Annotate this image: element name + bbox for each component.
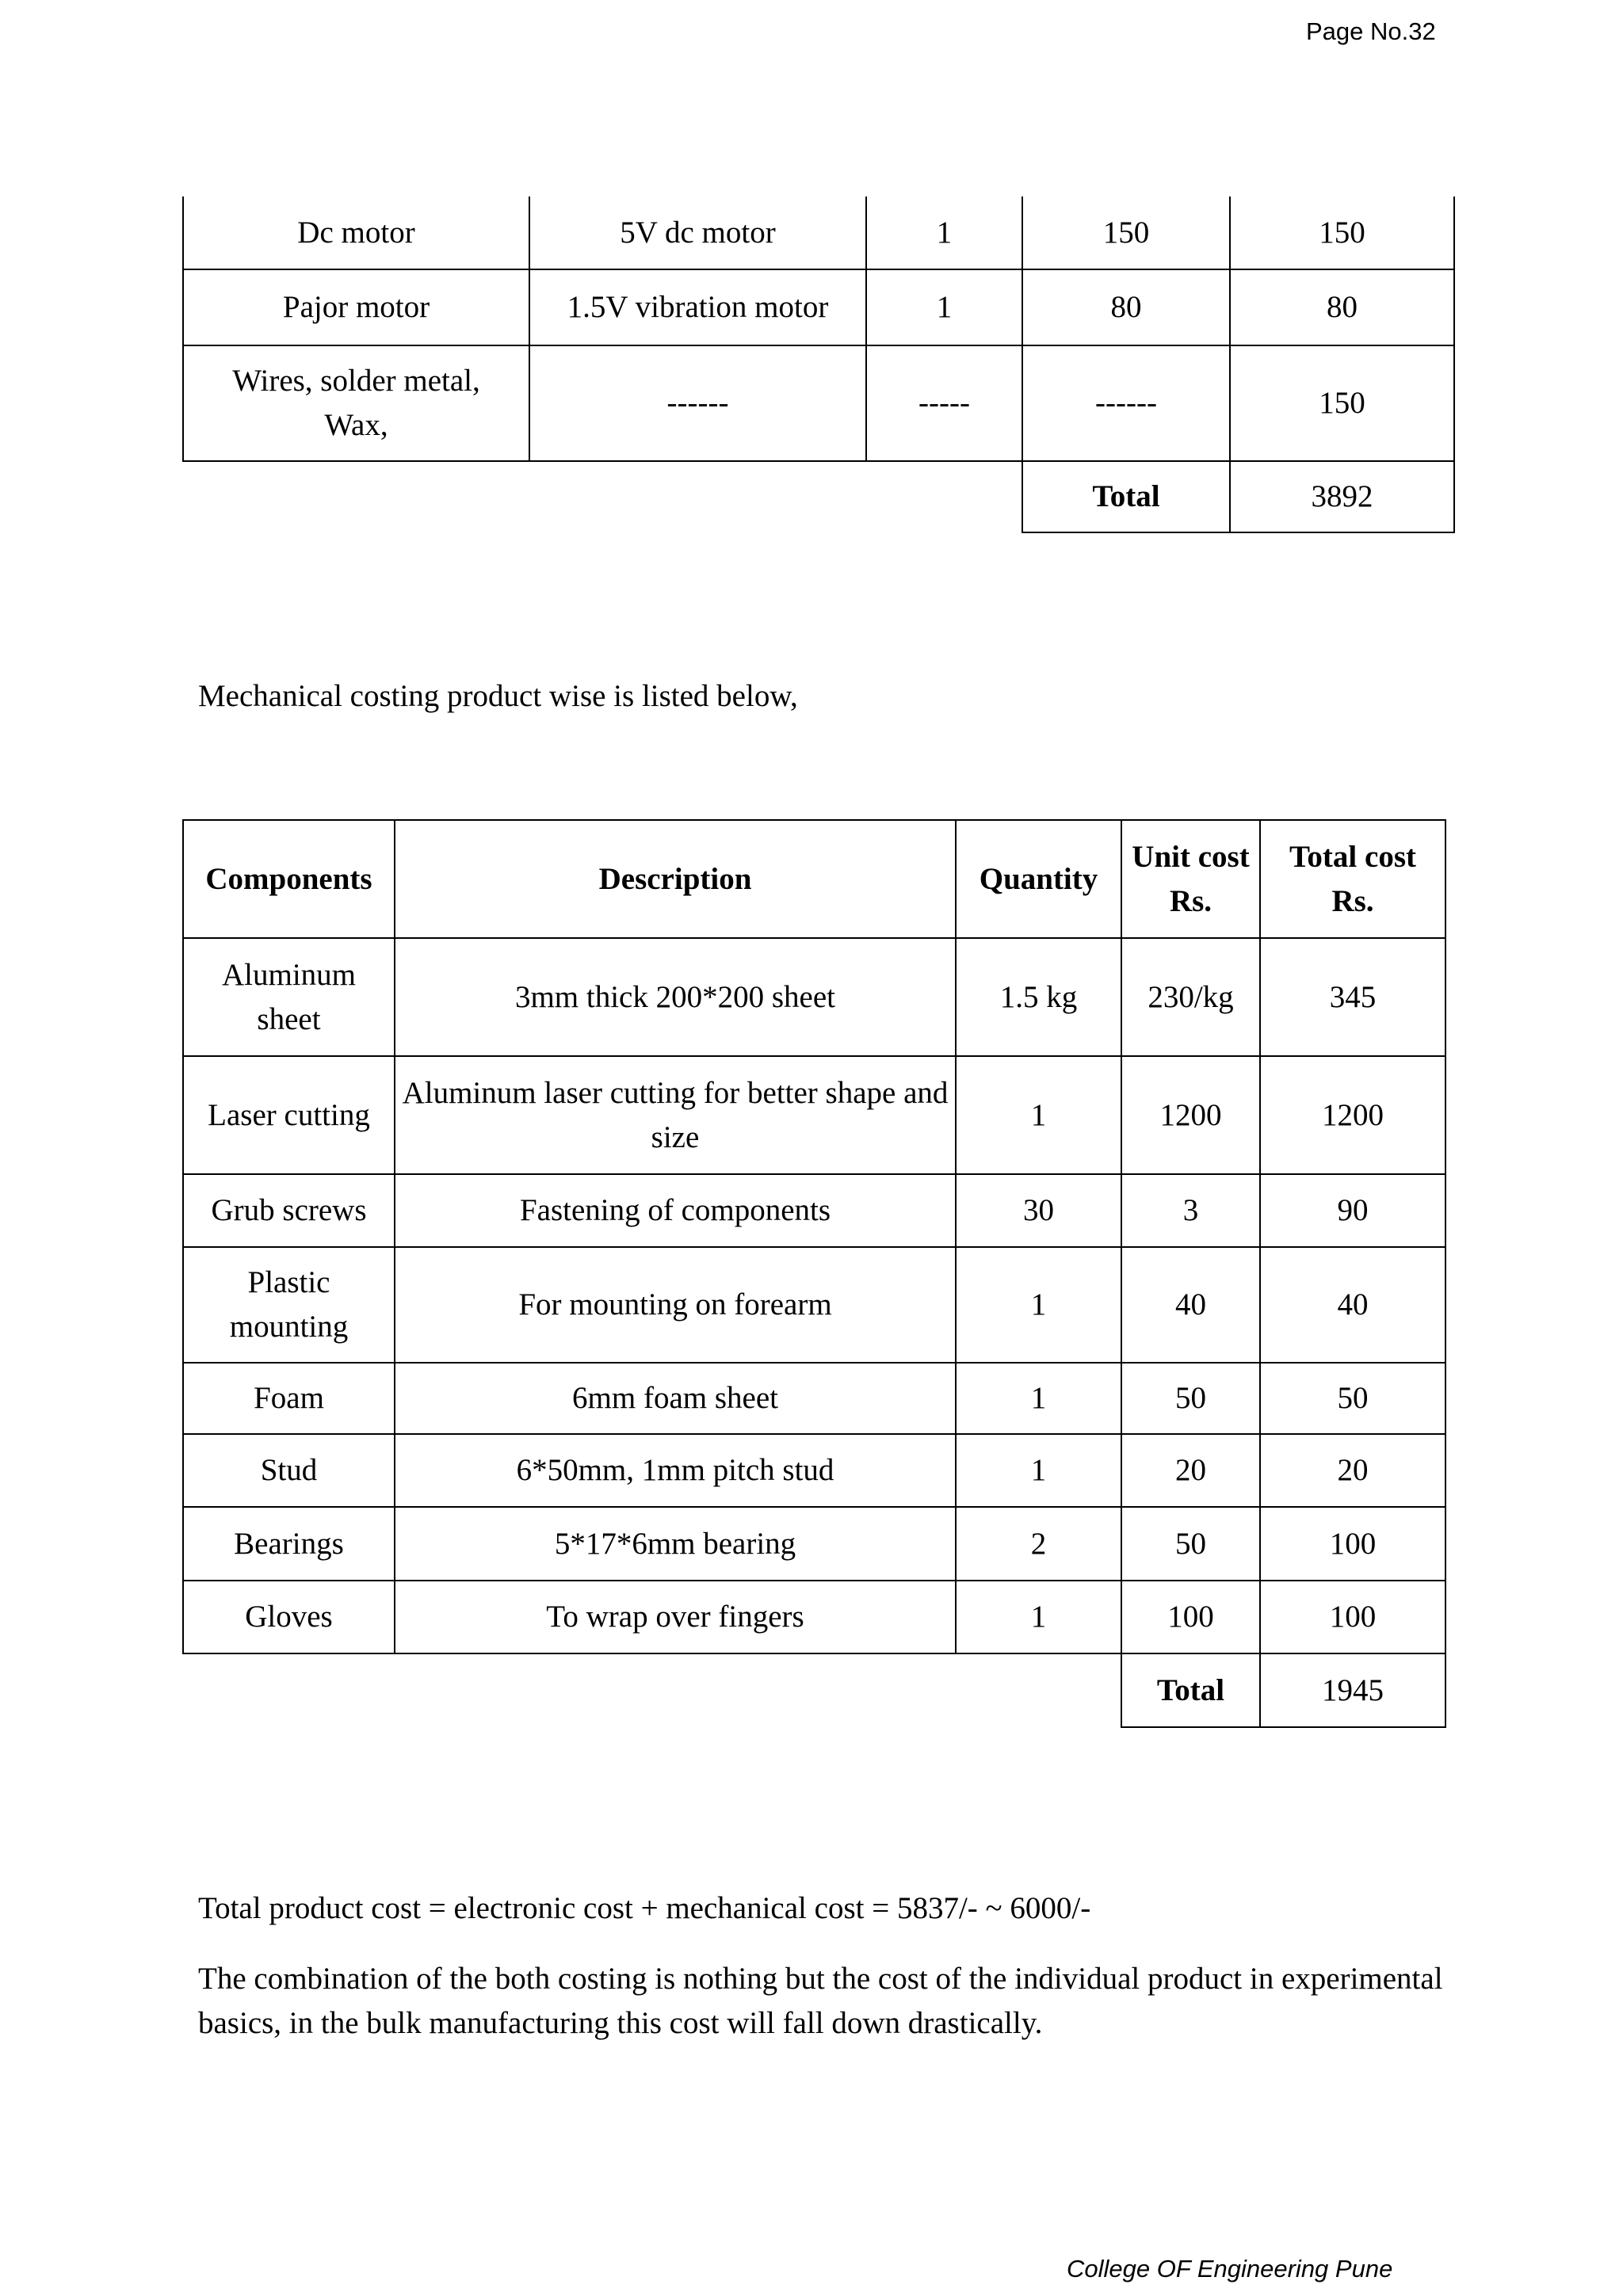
description-cell: 5*17*6mm bearing [395, 1507, 956, 1581]
total-cost-cell: 150 [1230, 345, 1454, 461]
header-quantity: Quantity [956, 820, 1121, 938]
combination-text: The combination of the both costing is nothing but the cost of the individual product in experimental basics, in the bulk manufacturing this cost will fall down drastically. [198, 1962, 1443, 2040]
quantity-cell: 30 [956, 1174, 1121, 1247]
description-cell: 6*50mm, 1mm pitch stud [395, 1434, 956, 1507]
table-row [183, 938, 1445, 1056]
total-cost-cell: 40 [1260, 1247, 1445, 1363]
header-total-cost: Total cost Rs. [1260, 820, 1445, 938]
description-cell: ------ [529, 345, 866, 461]
unit-cost-cell: ------ [1022, 345, 1230, 461]
header-description: Description [395, 820, 956, 938]
unit-cost-cell: 230/kg [1121, 938, 1260, 1056]
component-cell: Bearings [183, 1507, 395, 1581]
quantity-cell: 1 [956, 1056, 1121, 1174]
component-cell: Laser cutting [183, 1056, 395, 1174]
component-cell: Foam [183, 1363, 395, 1434]
unit-cost-cell: 20 [1121, 1434, 1260, 1507]
total-cost-cell: 100 [1260, 1581, 1445, 1653]
description-cell: 5V dc motor [529, 196, 866, 269]
table-row [183, 1581, 1445, 1653]
description-cell: Fastening of components [395, 1174, 956, 1247]
component-cell: Grub screws [183, 1174, 395, 1247]
quantity-cell: 1 [956, 1247, 1121, 1363]
unit-cost-cell: 80 [1022, 269, 1230, 345]
total-cost-cell: 1200 [1260, 1056, 1445, 1174]
total-cost-cell: 90 [1260, 1174, 1445, 1247]
description-cell: For mounting on forearm [395, 1247, 956, 1363]
description-cell: To wrap over fingers [395, 1581, 956, 1653]
unit-cost-cell: 150 [1022, 196, 1230, 269]
quantity-cell: 1.5 kg [956, 938, 1121, 1056]
unit-cost-cell: 1200 [1121, 1056, 1260, 1174]
total-cost-cell: 50 [1260, 1363, 1445, 1434]
component-cell: Dc motor [183, 196, 529, 269]
component-cell: Aluminum sheet [183, 938, 395, 1056]
footer-college: College OF Engineering Pune [1067, 2255, 1393, 2283]
header-components: Components [183, 820, 395, 938]
component-cell: Pajor motor [183, 269, 529, 345]
table-row [183, 196, 1454, 269]
table-header-row [183, 820, 1445, 938]
total-product-cost-text: Total product cost = electronic cost + mechanical cost = 5837/- ~ 6000/- [198, 1891, 1091, 1925]
header-unit-cost: Unit cost Rs. [1121, 820, 1260, 938]
quantity-cell: 1 [956, 1363, 1121, 1434]
quantity-cell: 1 [956, 1581, 1121, 1653]
table-row [183, 1363, 1445, 1434]
description-cell: 1.5V vibration motor [529, 269, 866, 345]
table-row [183, 269, 1454, 345]
unit-cost-cell: 3 [1121, 1174, 1260, 1247]
unit-cost-cell: 50 [1121, 1507, 1260, 1581]
table-row [183, 345, 1454, 461]
component-cell: Plastic mounting [183, 1247, 395, 1363]
total-cost-cell: 345 [1260, 938, 1445, 1056]
quantity-cell: 2 [956, 1507, 1121, 1581]
total-label: Total [1121, 1653, 1260, 1727]
total-cost-cell: 80 [1230, 269, 1454, 345]
description-cell: 6mm foam sheet [395, 1363, 956, 1434]
electronic-cost-table [182, 196, 1455, 533]
total-value: 3892 [1230, 461, 1454, 532]
quantity-cell: ----- [866, 345, 1022, 461]
unit-cost-cell: 100 [1121, 1581, 1260, 1653]
total-cost-cell: 150 [1230, 196, 1454, 269]
component-cell: Wires, solder metal, Wax, [183, 345, 529, 461]
quantity-cell: 1 [956, 1434, 1121, 1507]
table-row [183, 1507, 1445, 1581]
table-row [183, 1056, 1445, 1174]
component-cell: Stud [183, 1434, 395, 1507]
table-row [183, 1247, 1445, 1363]
table-row [183, 1174, 1445, 1247]
unit-cost-cell: 40 [1121, 1247, 1260, 1363]
total-label: Total [1022, 461, 1230, 532]
total-row [183, 461, 1454, 532]
total-cost-cell: 20 [1260, 1434, 1445, 1507]
description-cell: Aluminum laser cutting for better shape and size [395, 1056, 956, 1174]
total-value: 1945 [1260, 1653, 1445, 1727]
quantity-cell: 1 [866, 196, 1022, 269]
description-cell: 3mm thick 200*200 sheet [395, 938, 956, 1056]
mechanical-cost-table [182, 819, 1446, 1728]
table-row [183, 1434, 1445, 1507]
total-row [183, 1653, 1445, 1727]
quantity-cell: 1 [866, 269, 1022, 345]
unit-cost-cell: 50 [1121, 1363, 1260, 1434]
total-cost-cell: 100 [1260, 1507, 1445, 1581]
page-number: Page No.32 [1306, 17, 1436, 45]
component-cell: Gloves [183, 1581, 395, 1653]
intro-text: Mechanical costing product wise is listed below, [198, 679, 798, 713]
